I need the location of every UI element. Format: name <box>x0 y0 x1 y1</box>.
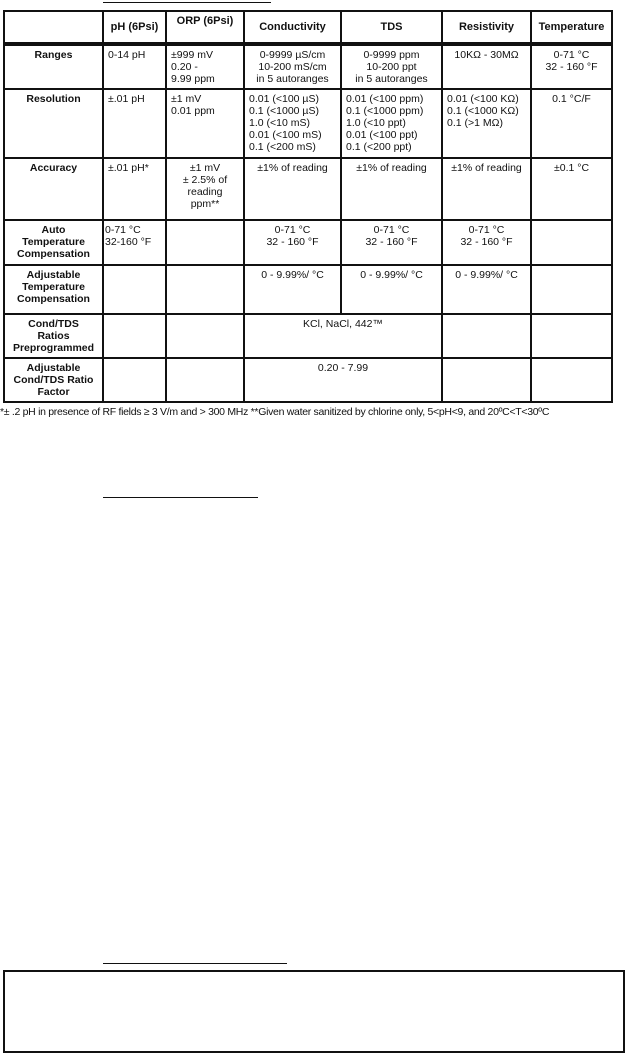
cell-ph: 0-71 °C 32-160 °F <box>103 220 166 265</box>
cell-ph: ±.01 pH <box>103 89 166 158</box>
cell-resistivity: ±1% of reading <box>442 158 531 220</box>
cell-tds: ±1% of reading <box>341 158 442 220</box>
cell-ph <box>103 358 166 402</box>
table-row <box>4 314 612 358</box>
cell-conductivity: 0 - 9.99%/ °C <box>244 265 341 314</box>
cell-temperature <box>531 358 612 402</box>
header-tds: TDS <box>341 11 442 44</box>
specifications-table <box>3 10 613 403</box>
cell-tds: 0 - 9.99%/ °C <box>341 265 442 314</box>
cell-temperature: 0.1 °C/F <box>531 89 612 158</box>
header-temperature: Temperature <box>531 11 612 44</box>
row-label: Adjustable Temperature Compensation <box>4 265 103 314</box>
cell-ph <box>103 314 166 358</box>
cell-temperature <box>531 265 612 314</box>
cell-ratio-factor: 0.20 - 7.99 <box>244 358 442 402</box>
row-label: Auto Temperature Compensation <box>4 220 103 265</box>
cell-orp: ±1 mV 0.01 ppm <box>166 89 244 158</box>
cell-orp <box>166 265 244 314</box>
table-row <box>4 44 612 89</box>
table-row <box>4 89 612 158</box>
heading-underline-middle <box>103 497 258 498</box>
header-row <box>4 11 612 44</box>
cell-conductivity: 0-71 °C 32 - 160 °F <box>244 220 341 265</box>
header-orp: ORP (6Psi) <box>166 11 244 44</box>
cell-cond-tds-ratios: KCl, NaCl, 442™ <box>244 314 442 358</box>
row-label: Ranges <box>4 44 103 89</box>
cell-orp <box>166 314 244 358</box>
row-label: Accuracy <box>4 158 103 220</box>
cell-ph <box>103 265 166 314</box>
cell-tds: 0-71 °C 32 - 160 °F <box>341 220 442 265</box>
cell-ph: ±.01 pH* <box>103 158 166 220</box>
bordered-box <box>3 970 625 1053</box>
row-label: Adjustable Cond/TDS Ratio Factor <box>4 358 103 402</box>
cell-temperature <box>531 314 612 358</box>
table-row <box>4 220 612 265</box>
row-label: Cond/TDS Ratios Preprogrammed <box>4 314 103 358</box>
cell-conductivity: ±1% of reading <box>244 158 341 220</box>
cell-temperature: ±0.1 °C <box>531 158 612 220</box>
cell-resistivity <box>442 314 531 358</box>
table-row <box>4 158 612 220</box>
cell-conductivity: 0-9999 µS/cm 10-200 mS/cm in 5 autoranges <box>244 44 341 89</box>
cell-tds: 0-9999 ppm 10-200 ppt in 5 autoranges <box>341 44 442 89</box>
cell-conductivity: 0.01 (<100 µS) 0.1 (<1000 µS) 1.0 (<10 mS) 0.01 (<100 mS) 0.1 (<200 mS) <box>244 89 341 158</box>
cell-orp <box>166 220 244 265</box>
cell-tds: 0.01 (<100 ppm) 0.1 (<1000 ppm) 1.0 (<10 ppt) 0.01 (<100 ppt) 0.1 (<200 ppt) <box>341 89 442 158</box>
heading-underline-bottom <box>103 963 287 964</box>
table-row <box>4 358 612 402</box>
cell-resistivity: 0 - 9.99%/ °C <box>442 265 531 314</box>
cell-temperature: 0-71 °C 32 - 160 °F <box>531 44 612 89</box>
cell-resistivity <box>442 358 531 402</box>
cell-orp: ±999 mV 0.20 - 9.99 ppm <box>166 44 244 89</box>
cell-resistivity: 0-71 °C 32 - 160 °F <box>442 220 531 265</box>
cell-temperature <box>531 220 612 265</box>
cell-orp <box>166 358 244 402</box>
header-ph: pH (6Psi) <box>103 11 166 44</box>
footnote: *± .2 pH in presence of RF fields ≥ 3 V/m and > 300 MHz **Given water sanitized by chlorine only, 5<pH<9, and 20ºC<T<30ºC <box>0 406 550 418</box>
cell-resistivity: 10KΩ - 30MΩ <box>442 44 531 89</box>
row-label: Resolution <box>4 89 103 158</box>
cell-orp: ±1 mV ± 2.5% of reading ppm** <box>166 158 244 220</box>
header-resistivity: Resistivity <box>442 11 531 44</box>
header-cell <box>4 11 103 44</box>
table-row <box>4 265 612 314</box>
header-conductivity: Conductivity <box>244 11 341 44</box>
cell-ph: 0-14 pH <box>103 44 166 89</box>
cell-resistivity: 0.01 (<100 KΩ) 0.1 (<1000 KΩ) 0.1 (>1 MΩ) <box>442 89 531 158</box>
heading-underline-top <box>103 2 271 3</box>
